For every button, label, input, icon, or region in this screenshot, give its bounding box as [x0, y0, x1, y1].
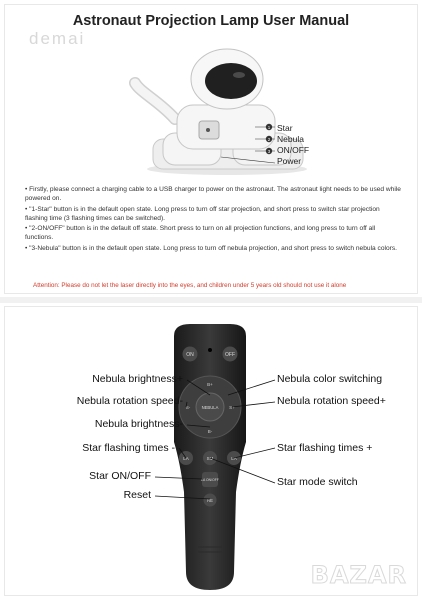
label-star-mode-switch: Star mode switch [277, 476, 358, 488]
label-nebula-color-switching: Nebula color switching [277, 373, 383, 385]
page-title: Astronaut Projection Lamp User Manual [72, 13, 350, 29]
callout-list [277, 123, 309, 167]
instruction-paragraph: • Firstly, please connect a charging cable to a USB charger to power on the astronaut. The astronaut light needs to be used while powered on. [25, 186, 401, 203]
label-star-flashing-minus: Star flashing times - [82, 442, 175, 454]
reset-label: RE [207, 498, 213, 503]
callout-number-2: 2 [267, 137, 271, 142]
instruction-paragraph: • "1-Star" button is in the default open state. Long press to turn off star projection, and short press to switch star projection flashing time (3 flashing times can be switched). [25, 205, 380, 222]
callout-power: Power [277, 156, 302, 166]
manual-panel [4, 4, 418, 294]
s-plus-label: S+ [229, 405, 235, 410]
instructions [25, 185, 403, 254]
off-button-label: OFF [225, 352, 235, 358]
star-onoff-label: LA ON/OFF [201, 478, 219, 482]
remote-leader-lines [5, 307, 419, 597]
label-nebula-rotation-plus: Nebula rotation speed+ [277, 395, 386, 407]
label-nebula-brightness-plus: Nebula brightness+ [92, 373, 183, 385]
sm-label: SM [206, 456, 214, 461]
la-left-label: LA [183, 456, 189, 461]
callout-star: Star [277, 123, 293, 133]
on-button-label: ON [186, 352, 194, 358]
warning-text: Attention: Please do not let the laser directly into the eyes, and children under 5 years old should not use it alone [33, 282, 347, 289]
label-nebula-brightness-minus: Nebula brightness- [94, 418, 183, 430]
callout-nebula: Nebula [277, 134, 304, 144]
instruction-paragraph: • "2-ON/OFF" button is in the default off state. Short press to turn on all projection functions, and long press to turn off all functions. [25, 225, 376, 242]
brand-watermark: BAZAR [310, 561, 407, 589]
b-minus-label: B- [207, 429, 213, 434]
watermark: demai [29, 29, 86, 48]
divider [0, 297, 422, 303]
callout-onoff: ON/OFF [277, 145, 310, 155]
label-nebula-rotation-minus: Nebula rotation speed- [76, 395, 183, 407]
label-star-onoff: Star ON/OFF [89, 470, 151, 482]
label-reset: Reset [123, 489, 151, 501]
remote-panel [4, 306, 418, 596]
callout-number-3: 3 [267, 149, 271, 154]
instruction-paragraph: • "3-Nebula" button is in the default open state. Long press to turn off nebula projection, and short press to switch nebula colors. [25, 244, 397, 252]
callout-number-1: 1 [267, 125, 271, 130]
s-minus-label: S- [185, 405, 191, 410]
b-plus-label: B+ [207, 382, 213, 387]
la-right-label: LA [231, 456, 237, 461]
nebula-button-label: NEBULA [201, 405, 219, 410]
label-star-flashing-plus: Star flashing times + [277, 442, 373, 454]
